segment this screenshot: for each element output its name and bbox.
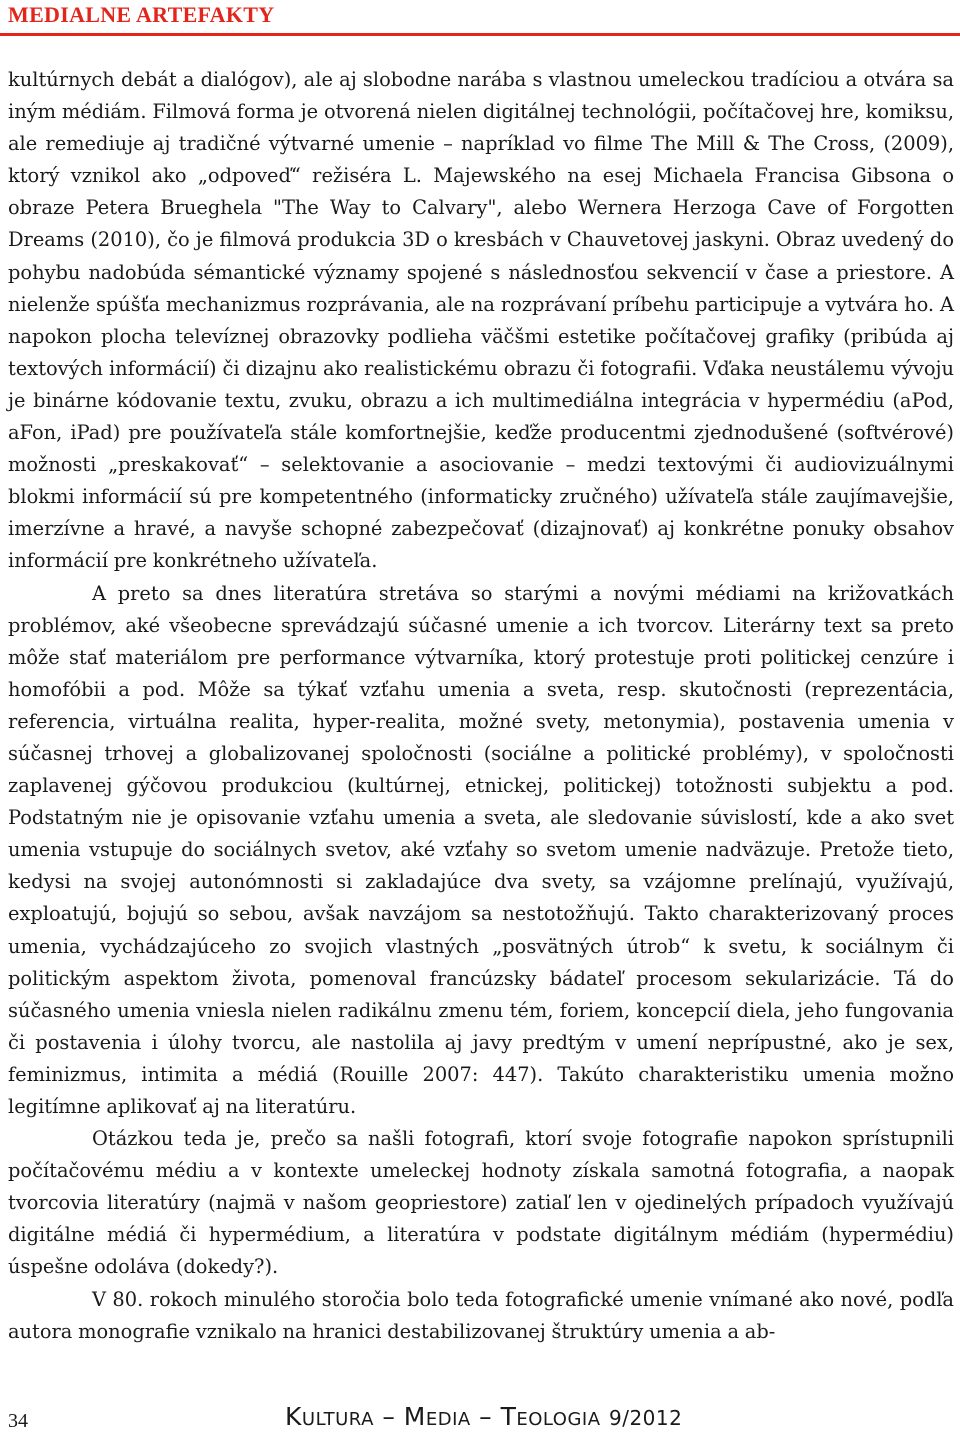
paragraph-continued: kultúrnych debát a dialógov), ale aj slobodne narába s vlastnou umeleckou tradíciou a otvára sa iným médiám. Filmová forma je otvorená nielen digitálnej technológii, počítačovej hre, komiksu, ale remediuje aj tradičné výtvarné umenie – napríklad vo filme The Mill & The Cross, (2009), ktorý vznikol ako „odpoveď“ režiséra L. Majewského na esej Michaela Francisa Gibsona o obraze Petera Brueghela "The Way to Calvary", alebo Wernera Herzoga Cave of Forgotten Dreams (2010), čo je filmová produkcia 3D o kresbách v Chauvetovej jaskyni. Obraz uvedený do pohybu nadobúda sémantické významy spojené s následnosťou sekvencií v čase a priestore. A nielenže spúšťa mechanizmus rozprávania, ale na rozprávaní príbehu participuje a vytvára ho. A napokon plocha televíznej obrazovky podlieha väčšmi estetike počítačovej grafiky (pribúda aj textových informácií) či dizajnu ako realistickému obrazu či fotografii. Vďaka neustálemu vývoju je binárne kódovanie textu, zvuku, obrazu a ich multimediálna integrácia v hypermédiu (aPod, aFon, iPad) pre používateľa stále komfortnejšie, keďže producentmi zjednodušené (softvérové) možnosti „preskakovať“ – selektovanie a asociovanie – medzi textovými či audiovizuálnymi blokmi informácií sú pre kompetentného (informaticky zručného) užívateľa stále zaujímavejšie, imerzívne a hravé, a navyše schopné zabezpečovať (dizajnovať) aj konkrétne ponuky obsahov informácií pre konkrétneho užívateľa. (8, 68, 954, 573)
journal-issue: 9/2012 (608, 1406, 683, 1430)
journal-name: Kultura – Media – Teologia (285, 1402, 601, 1431)
paragraph: Otázkou teda je, prečo sa našli fotografi, ktorí svoje fotografie napokon sprístupnili počítačovému médiu a v kontexte umeleckej hodnoty získala samotná fotografia, a naopak tvorcovia literatúry (najmä v našom geopriestore) zatiaľ len v ojedinelých prípadoch využívajú digitálne médiá či hypermédium, a literatúra v podstate digitálnym médiám (hypermédiu) úspešne odoláva (dokedy?). (8, 1127, 954, 1279)
paragraph: A preto sa dnes literatúra stretáva so starými a novými médiami na križovatkách problémov, aké všeobecne sprevádzajú súčasné umenie a ich tvorcov. Literárny text sa preto môže stať materiálom pre performance výtvarníka, ktorý protestuje proti politickej cenzúre i homofóbii a pod. Môže sa týkať vzťahu umenia a sveta, resp. skutočnosti (reprezentácia, referencia, virtuálna realita, hyper-realita, možné svety, metonymia), postavenia umenia v súčasnej trhovej a globalizovanej spoločnosti (sociálne a politické problémy), v spoločnosti zaplavenej gýčovou produkciou (kultúrnej, etnickej, politickej) totožnosti subjektu a pod. Podstatným nie je opisovanie vzťahu umenia a sveta, ale sledovanie súvislostí, kde a ako svet umenia vstupuje do sociálnych svetov, aké vzťahy so svetom umenie nadväzuje. Pretože tieto, kedysi na svojej autonómnosti si zakladajúce dva svety, sa vzájomne prelínajú, využívajú, exploatujú, bojujú so sebou, avšak navzájom sa nestotožňujú. Takto charakterizovaný proces umenia, vychádzajúceho zo svojich vlastných „posvätných útrob“ k svetu, k sociálnym či politickým aspektom života, pomenoval francúzsky bádateľ procesom sekularizácie. Tá do súčasného umenia vniesla nielen radikálnu zmenu tém, foriem, koncepcií diela, jeho fungovania či postavenia i úlohy tvorcu, ale nastolila aj javy predtým v umení neprípustné, ako je sex, feminizmus, intimita a médiá (Rouille 2007: 447). Takúto charakteristiku umenia možno legitímne aplikovať aj na literatúru. (8, 581, 954, 1118)
page-footer (0, 1398, 960, 1438)
body-text (8, 64, 954, 1348)
section-title: MEDIALNE ARTEFAKTY (8, 2, 275, 27)
page-number: 34 (8, 1410, 28, 1432)
paragraph: V 80. rokoch minulého storočia bolo teda fotografické umenie vnímané ako nové, podľa autora monografie vznikalo na hranici destabilizovanej štruktúry umenia a ab- (8, 1287, 954, 1343)
journal-running-title (285, 1402, 682, 1431)
header-rule (0, 33, 960, 36)
